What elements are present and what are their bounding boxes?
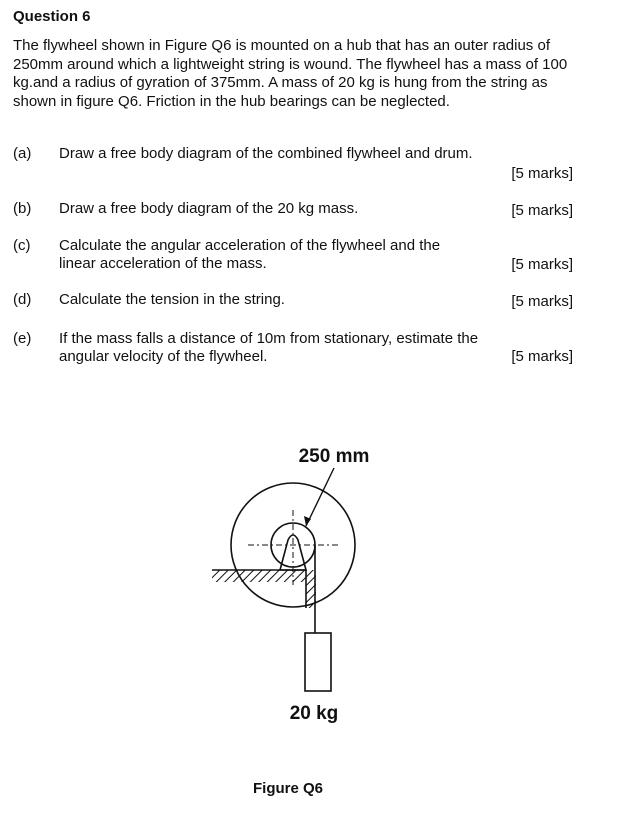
hanging-mass-block [305,633,331,691]
question-intro: The flywheel shown in Figure Q6 is mounted on a hub that has an outer radius of 250mm around which a lightweight string is wound. The flywheel has a mass of 100 kg.and a radius of gyration of 375mm. A mass of 20 kg is hung from the string as shown in figure Q6. Friction in the hub bearings can be neglected. [13,37,568,110]
part-d-marks: [5 marks] [511,293,573,310]
part-d-label: (d) [13,291,32,308]
part-b-text: Draw a free body diagram of the 20 kg mass. [59,200,359,217]
part-e-marks: [5 marks] [511,348,573,365]
part-e-text: If the mass falls a distance of 10m from stationary, estimate the angular velocity of the flywheel. [59,330,479,365]
radius-leader-line [306,468,334,526]
part-c-label: (c) [13,237,31,254]
part-b-label: (b) [13,200,32,217]
question-title: Question 6 [13,8,91,25]
part-d-text: Calculate the tension in the string. [59,291,285,308]
part-a-text: Draw a free body diagram of the combined flywheel and drum. [59,145,473,162]
figure-caption: Figure Q6 [252,780,324,797]
radius-label: 250 mm [298,446,370,467]
part-a-label: (a) [13,145,32,162]
part-c-text: Calculate the angular acceleration of the flywheel and the linear acceleration of the mass. [59,237,441,272]
ground-hatching [212,570,306,582]
part-b-marks: [5 marks] [511,202,573,219]
part-a-marks: [5 marks] [511,165,573,182]
part-c-marks: [5 marks] [511,256,573,273]
part-e-label: (e) [13,330,32,347]
mass-label: 20 kg [289,703,339,724]
